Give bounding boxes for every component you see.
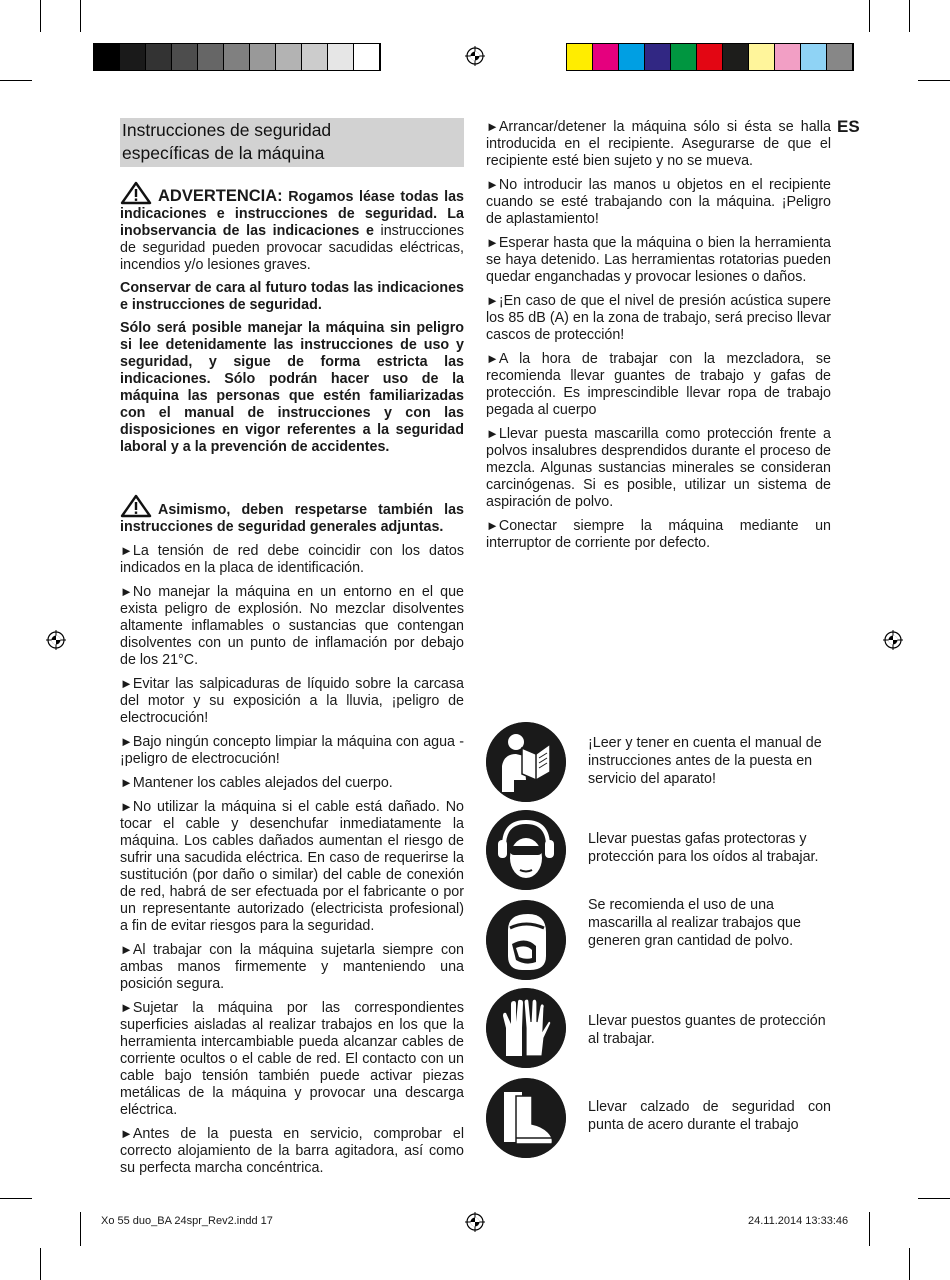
list-item: ►Llevar puesta mascarilla como protección frente a polvos insalubres desprendidos durante el proceso de mezcla. Algunas sustancias minerales se consideran carcinógenas. Si es posible, utilizar un sistema de aspiración de polvo. — [486, 426, 831, 510]
bullet-arrow-icon: ► — [120, 1000, 133, 1015]
heading-line-1: Instrucciones de seguridad — [122, 120, 332, 140]
registration-mark-icon — [465, 1212, 485, 1232]
bullet-arrow-icon: ► — [486, 426, 499, 441]
warning-triangle-icon — [120, 494, 152, 518]
bullet-arrow-icon: ► — [120, 584, 133, 599]
bullet-arrow-icon: ► — [120, 676, 133, 691]
color-swatch — [827, 44, 853, 70]
goggles-earmuffs-icon — [486, 810, 566, 890]
crop-mark — [0, 80, 32, 81]
bullet-arrow-icon: ► — [120, 799, 133, 814]
crop-mark — [80, 1212, 81, 1246]
bullet-arrow-icon: ► — [486, 351, 499, 366]
list-item: ►No manejar la máquina en un entorno en el que exista peligro de explosión. No mezclar disolventes altamente inflamables o sustancias que contengan disolventes con un punto de inflamación por debajo de los 21°C. — [120, 584, 464, 668]
list-item: ►¡En caso de que el nivel de presión acústica supere los 85 dB (A) en la zona de trabajo, será preciso llevar cascos de protección! — [486, 293, 831, 343]
bullet-arrow-icon: ► — [486, 119, 499, 134]
heading-line-2: específicas de la máquina — [122, 143, 325, 163]
crop-mark — [0, 1198, 32, 1199]
crop-mark — [909, 1248, 910, 1280]
list-item: ►La tensión de red debe coincidir con los datos indicados en la placa de identificación. — [120, 543, 464, 576]
gloves-icon — [486, 988, 566, 1068]
bold-paragraph: Sólo será posible manejar la máquina sin peligro si lee detenidamente las instrucciones de uso y seguridad, y sigue de forma estricta las indicaciones. Sólo podrán hacer uso de la máquina las personas que estén familiarizadas con el manual de instrucciones y con las disposiciones en vigor referentes a la seguridad laboral y a la prevención de accidentes. — [120, 320, 464, 455]
bullet-arrow-icon: ► — [120, 775, 133, 790]
warning-2-text: Asimismo, deben respetarse también las instrucciones de seguridad generales adjuntas. — [120, 502, 464, 535]
warning-title: ADVERTENCIA: — [158, 187, 283, 205]
color-swatch — [146, 44, 172, 70]
warning-triangle-icon — [120, 181, 152, 205]
bullet-arrow-icon: ► — [120, 942, 133, 957]
list-item: ►Al trabajar con la máquina sujetarla siempre con ambas manos firmemente y manteniendo una posición segura. — [120, 942, 464, 992]
color-swatch — [567, 44, 593, 70]
crop-mark — [869, 1212, 870, 1246]
bullet-arrow-icon: ► — [486, 177, 499, 192]
process-color-bar — [566, 43, 854, 71]
pictogram-caption: Llevar calzado de seguridad con punta de acero durante el trabajo — [588, 1099, 831, 1133]
list-item: ►Mantener los cables alejados del cuerpo. — [120, 775, 393, 791]
list-item: ►Evitar las salpicaduras de líquido sobre la carcasa del motor y su exposición a la lluvia, ¡peligro de electrocución! — [120, 676, 464, 726]
color-swatch — [723, 44, 749, 70]
list-item: ►No utilizar la máquina si el cable está dañado. No tocar el cable y desenchufar inmediatamente la máquina. Los cables dañados aumentan el riesgo de sufrir una sacudida eléctrica. En caso de requerirse la sustitución (por daño o similar) del cable de conexión de red, habrá de ser efectuada por el fabricante o por un representante autorizado (electricista profesional) a fin de evitar riesgos para la seguridad. — [120, 799, 464, 934]
left-column — [120, 118, 464, 1183]
color-swatch — [328, 44, 354, 70]
pictogram-caption: Se recomienda el uso de una mascarilla al realizar trabajos que generen gran cantidad de polvo. — [588, 897, 801, 949]
crop-mark — [918, 1198, 950, 1199]
registration-mark-icon — [465, 46, 485, 66]
bullet-arrow-icon: ► — [486, 518, 499, 533]
crop-mark — [80, 0, 81, 32]
bullet-arrow-icon: ► — [120, 1126, 133, 1141]
warning-paragraph — [120, 181, 464, 274]
warning-text: instrucciones de seguridad pueden provocar sacudidas eléctricas, incendios y/o lesiones graves. — [120, 223, 464, 273]
list-item: ►Conectar siempre la máquina mediante un interruptor de corriente por defecto. — [486, 518, 831, 551]
pictogram-caption: Llevar puestas gafas protectoras y protección para los oídos al trabajar. — [588, 831, 819, 865]
crop-mark — [40, 0, 41, 32]
color-swatch — [671, 44, 697, 70]
color-swatch — [172, 44, 198, 70]
color-swatch — [801, 44, 827, 70]
crop-mark — [869, 0, 870, 32]
read-manual-icon — [486, 722, 566, 802]
pictogram-caption: Llevar puestos guantes de protección al trabajar. — [588, 1013, 826, 1047]
bullet-arrow-icon: ► — [120, 734, 133, 749]
dust-mask-icon — [486, 900, 566, 980]
color-swatch — [224, 44, 250, 70]
color-swatch — [775, 44, 801, 70]
list-item: ►Sujetar la máquina por las correspondientes superficies aisladas al realizar trabajos en los que la herramienta intercambiable pueda alcanzar cables de corriente ocultos o el cable de red. El contacto con un cable bajo tensión también puede activar piezas metálicas de la máquina y provocar una descarga eléctrica. — [120, 1000, 464, 1118]
pictogram-caption: ¡Leer y tener en cuenta el manual de instrucciones antes de la puesta en servicio del aparato! — [588, 735, 822, 787]
list-item: ►Bajo ningún concepto limpiar la máquina con agua - ¡peligro de electrocución! — [120, 734, 464, 767]
warning-bold-text: Rogamos léase todas las indicaciones e instrucciones de seguridad. La inobservancia de las indicaciones e — [120, 189, 464, 239]
color-swatch — [94, 44, 120, 70]
color-swatch — [250, 44, 276, 70]
safety-boots-icon — [486, 1078, 566, 1158]
list-item: ►No introducir las manos u objetos en el recipiente cuando se esté trabajando con la máquina. ¡Peligro de aplastamiento! — [486, 177, 831, 227]
bullet-arrow-icon: ► — [486, 235, 499, 250]
color-swatch — [645, 44, 671, 70]
grayscale-color-bar — [93, 43, 381, 71]
color-swatch — [120, 44, 146, 70]
section-heading — [120, 118, 464, 167]
color-swatch — [276, 44, 302, 70]
color-swatch — [354, 44, 380, 70]
bullet-arrow-icon: ► — [486, 293, 499, 308]
warning-paragraph-2 — [120, 494, 464, 536]
list-item: ►Arrancar/detener la máquina sólo si ésta se halla introducida en el recipiente. Asegurarse de que el recipiente esté bien sujeto y no se mueva. — [486, 119, 831, 169]
crop-mark — [40, 1248, 41, 1280]
right-column — [486, 118, 831, 558]
footer-datetime: 24.11.2014 13:33:46 — [748, 1215, 849, 1227]
color-swatch — [749, 44, 775, 70]
list-item: ►A la hora de trabajar con la mezcladora, se recomienda llevar guantes de trabajo y gafas de protección. Es imprescindible llevar ropa de trabajo pegada al cuerpo — [486, 351, 831, 418]
language-tag: ES — [837, 117, 860, 136]
list-item: ►Antes de la puesta en servicio, comprobar el correcto alojamiento de la barra agitadora, así como su perfecta marcha concéntrica. — [120, 1126, 464, 1176]
crop-mark — [918, 80, 950, 81]
crop-mark — [909, 0, 910, 32]
bold-paragraph: Conservar de cara al futuro todas las indicaciones e instrucciones de seguridad. — [120, 280, 464, 313]
color-swatch — [697, 44, 723, 70]
registration-mark-icon — [46, 630, 66, 650]
footer-filename: Xo 55 duo_BA 24spr_Rev2.indd 17 — [101, 1215, 273, 1227]
color-swatch — [198, 44, 224, 70]
registration-mark-icon — [883, 630, 903, 650]
list-item: ►Esperar hasta que la máquina o bien la herramienta se haya detenido. Las herramientas rotatorias pueden quedar enganchadas y provocar lesiones o daños. — [486, 235, 831, 285]
color-swatch — [593, 44, 619, 70]
bullet-arrow-icon: ► — [120, 543, 133, 558]
color-swatch — [619, 44, 645, 70]
color-swatch — [302, 44, 328, 70]
